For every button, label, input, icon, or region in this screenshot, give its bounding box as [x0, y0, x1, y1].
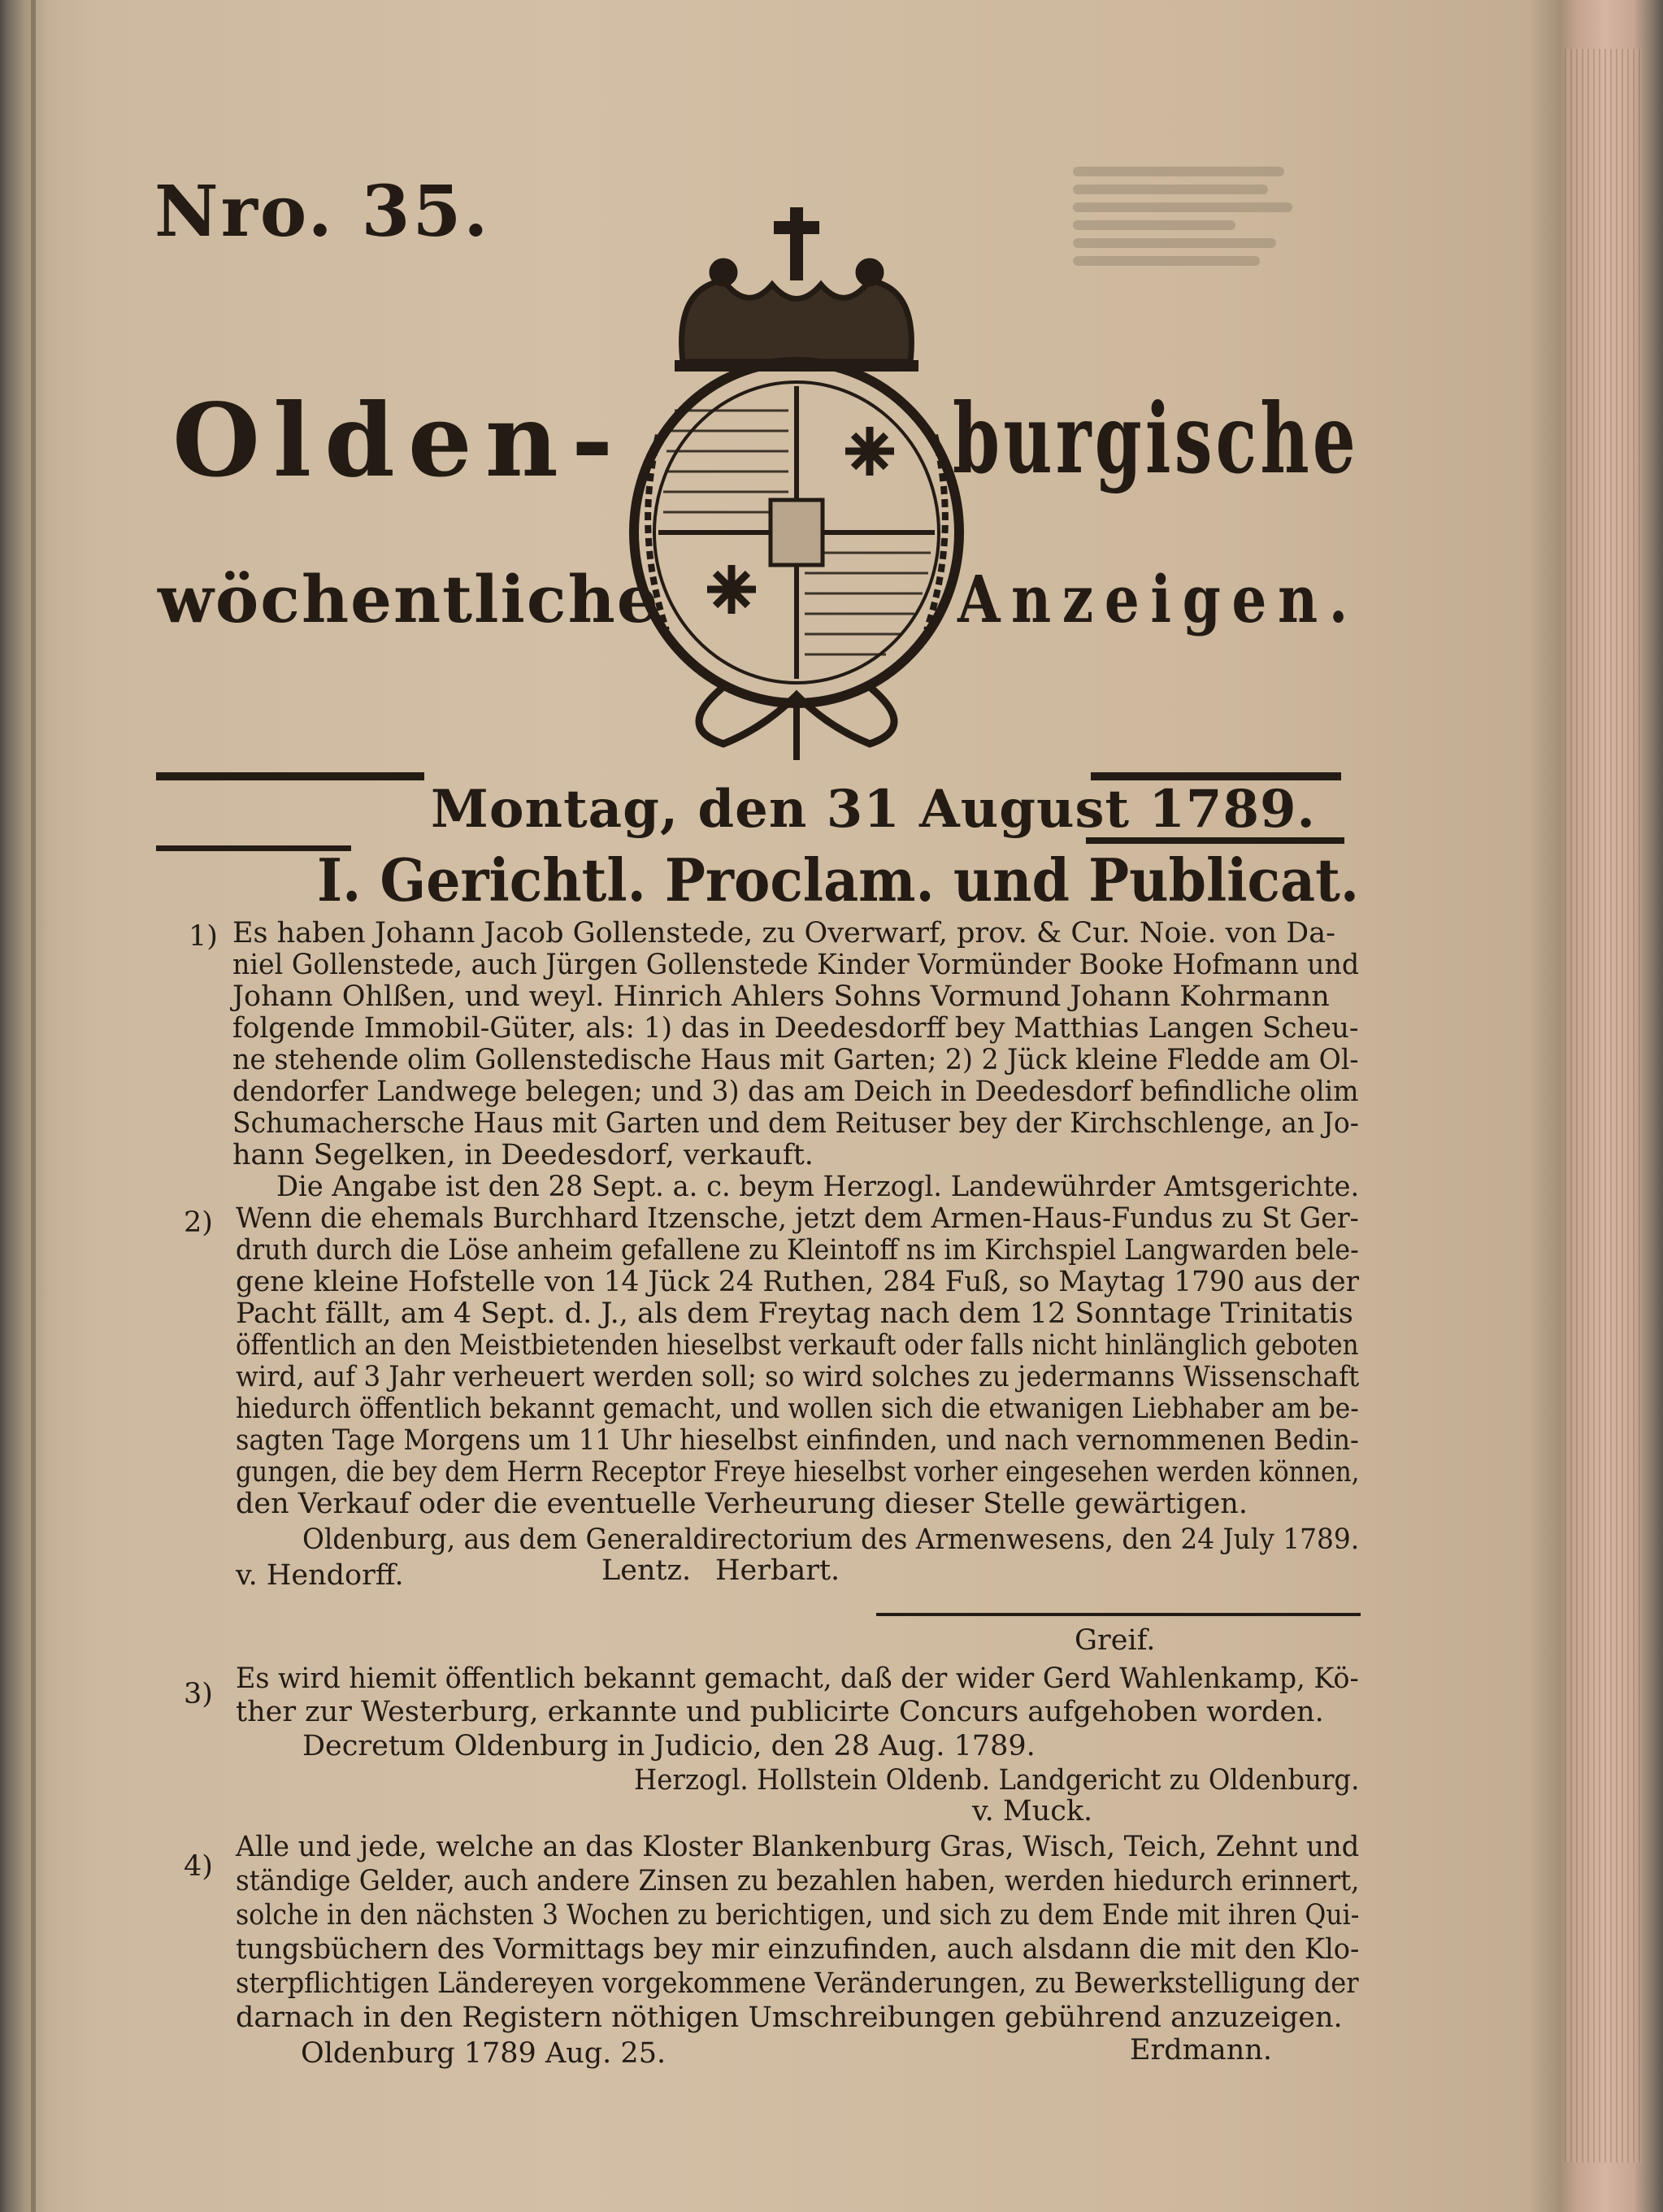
- binding-gutter: [31, 0, 36, 2212]
- notice-1-line-7: Schumachersche Haus mit Garten und dem Reituser bey der Kirchschlenge, an Jo-: [232, 1107, 1359, 1140]
- notice-3-court: Herzogl. Hollstein Oldenb. Landgericht zu Oldenburg.: [634, 1764, 1360, 1797]
- notice-4-number: 4): [184, 1850, 213, 1883]
- notice-2-signature-3: Herbart.: [715, 1554, 840, 1587]
- masthead-title-left: Olden-: [172, 382, 627, 500]
- notice-2-line-3: gene kleine Hofstelle von 14 Jück 24 Ruthen, 284 Fuß, so Maytag 1790 aus der: [236, 1266, 1360, 1298]
- issue-number: Nro. 35.: [154, 171, 491, 253]
- notice-4-line-3: solche in den nächsten 3 Wochen zu berichtigen, und sich zu dem Ende mit ihren Qui-: [236, 1899, 1360, 1932]
- notice-2-divider: [876, 1613, 1361, 1616]
- section-heading: I. Gerichtl. Proclam. und Publicat.: [317, 845, 1360, 915]
- notice-1-line-2: niel Gollenstede, auch Jürgen Gollenstede Kinder Vormünder Booke Hofmann und: [232, 949, 1360, 981]
- coat-of-arms-crest-icon: [585, 191, 1008, 760]
- notice-1-line-3: Johann Ohlßen, und weyl. Hinrich Ahlers Sohns Vormund Johann Kohrmann: [232, 980, 1330, 1013]
- page-edges-stack: [1565, 49, 1642, 2162]
- notice-3-line-3: Decretum Oldenburg in Judicio, den 28 Aug. 1789.: [302, 1730, 1036, 1762]
- notice-2-line-1: Wenn die ehemals Burchhard Itzensche, jetzt dem Armen-Haus-Fundus zu St Ger-: [236, 1202, 1359, 1235]
- notice-3-number: 3): [184, 1678, 213, 1710]
- notice-2-number: 2): [184, 1206, 213, 1239]
- notice-2-line-7: hiedurch öffentlich bekannt gemacht, und wollen sich die etwanigen Liebhaber am be-: [236, 1393, 1359, 1425]
- notice-1-line-6: dendorfer Landwege belegen; und 3) das am Deich in Deedesdorf befindliche olim: [232, 1076, 1359, 1108]
- notice-1-line-1: Es haben Johann Jacob Gollenstede, zu Overwarf, prov. & Cur. Noie. von Da-: [232, 917, 1335, 950]
- notice-2-signature-2: Lentz.: [601, 1554, 692, 1587]
- notice-1-line-5: ne stehende olim Gollenstedische Haus mit Garten; 2) 2 Jück kleine Fledde am Ol-: [232, 1044, 1359, 1076]
- notice-2-line-5: öffentlich an den Meistbietenden hieselbst verkauft oder falls nicht hinlänglich geboten: [236, 1329, 1359, 1362]
- notice-2-line-9: gungen, die bey dem Herrn Receptor Freye hieselbst vorher eingesehen werden können,: [236, 1456, 1360, 1488]
- notice-3-line-1: Es wird hiemit öffentlich bekannt gemacht, daß der wider Gerd Wahlenkamp, Kö-: [236, 1662, 1359, 1695]
- notice-2-signature-1: v. Hendorff.: [236, 1559, 404, 1592]
- masthead-title-right: burgische: [953, 382, 1359, 495]
- notice-1-line-8: hann Segelken, in Deedesdorf, verkauft.: [232, 1139, 814, 1171]
- issue-date: Montag, den 31 August 1789.: [431, 779, 1316, 840]
- notice-2-signature-below: Greif.: [1075, 1624, 1156, 1657]
- notice-2-line-6: wird, auf 3 Jahr verheuert werden soll; so wird solches zu jedermanns Wissenschaft: [236, 1361, 1360, 1393]
- notice-4-signature: Erdmann.: [1130, 2034, 1272, 2066]
- notice-1-line-9: Die Angabe ist den 28 Sept. a. c. beym Herzogl. Landewührder Amtsgerichte.: [276, 1171, 1360, 1203]
- notice-2-line-10: den Verkauf oder die eventuelle Verheurung dieser Stelle gewärtigen.: [236, 1488, 1248, 1520]
- notice-4-line-5: sterpflichtigen Ländereyen vorgekommene Veränderungen, zu Bewerkstelligung der: [236, 1967, 1359, 2000]
- masthead-subtitle-left: wöchentliche: [158, 561, 660, 637]
- masthead-subtitle-right: Anzeigen.: [957, 561, 1359, 637]
- notice-2-line-2: druth durch die Löse anheim gefallene zu Kleintoff ns im Kirchspiel Langwarden bele-: [236, 1234, 1359, 1267]
- notice-1-line-4: folgende Immobil-Güter, als: 1) das in Deedesdorff bey Matthias Langen Scheu-: [232, 1012, 1359, 1045]
- rule-top-left: [156, 772, 424, 780]
- notice-3-signature: v. Muck.: [972, 1795, 1093, 1827]
- notice-4-line-4: tungsbüchern des Vormittags bey mir einzufinden, auch alsdann die mit den Klo-: [236, 1933, 1360, 1966]
- notice-4-line-6: darnach in den Registern nöthigen Umschreibungen gebührend anzuzeigen.: [236, 2001, 1343, 2034]
- notice-4-place-date: Oldenburg 1789 Aug. 25.: [301, 2037, 667, 2070]
- notice-4-line-1: Alle und jede, welche an das Kloster Blankenburg Gras, Wisch, Teich, Zehnt und: [236, 1831, 1360, 1863]
- notice-2-line-11: Oldenburg, aus dem Generaldirectorium des Armenwesens, den 24 July 1789.: [302, 1523, 1360, 1556]
- notice-3-line-2: ther zur Westerburg, erkannte und publicirte Concurs aufgehoben worden.: [236, 1696, 1324, 1728]
- notice-1-number: 1): [189, 920, 218, 953]
- show-through-from-reverse: [1073, 159, 1300, 345]
- notice-2-line-8: sagten Tage Morgens um 11 Uhr hieselbst einfinden, und nach vernommenen Bedin-: [236, 1424, 1359, 1457]
- notice-2-line-4: Pacht fällt, am 4 Sept. d. J., als dem Freytag nach dem 12 Sonntage Trinitatis: [236, 1297, 1353, 1330]
- notice-4-line-2: ständige Gelder, auch andere Zinsen zu bezahlen haben, werden hiedurch erinnert,: [236, 1865, 1360, 1897]
